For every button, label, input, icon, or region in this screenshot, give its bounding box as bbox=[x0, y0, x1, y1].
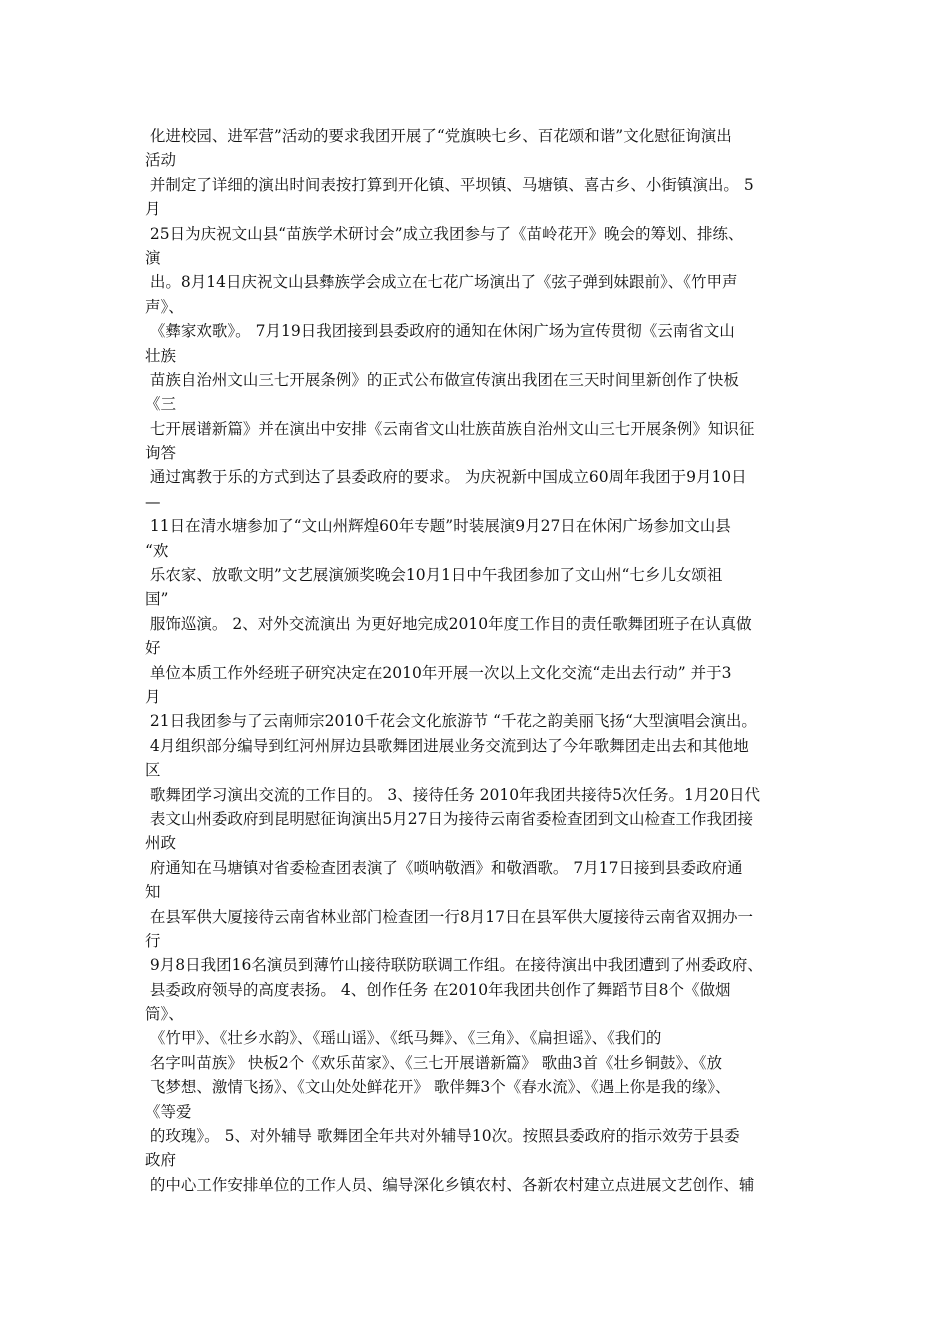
text-line: 单位本质工作外经班子研究决定在2010年开展一次以上文化交流“走出去行动” 并于3 bbox=[145, 663, 732, 682]
text-line: 声》、 bbox=[145, 297, 184, 316]
text-line: 服饰巡演。 2、对外交流演出 为更好地完成2010年度工作目的责任歌舞团班子在认真做 bbox=[145, 614, 752, 633]
text-line: 表文山州委政府到昆明慰征询演出5月27日为接待云南省委检查团到文山检查工作我团接 bbox=[145, 809, 754, 828]
text-line: 《彝家欢歌》。 7月19日我团接到县委政府的通知在休闲广场为宣传贯彻《云南省文山 bbox=[145, 322, 735, 341]
text-line: 府通知在马塘镇对省委检查团表演了《唢呐敬酒》和敬酒歌。 7月17日接到县委政府通 bbox=[145, 858, 743, 877]
text-line: “欢 bbox=[145, 541, 169, 560]
text-line: 筒》、 bbox=[145, 1005, 184, 1024]
text-line: 政府 bbox=[145, 1151, 177, 1170]
document-body bbox=[145, 124, 825, 1197]
text-line: 《三 bbox=[145, 395, 177, 414]
text-line: 《竹甲》、《壮乡水韵》、《瑶山谣》、《纸马舞》、《三角》、《扁担谣》、《我们的 bbox=[145, 1029, 662, 1048]
text-line: 《等爱 bbox=[145, 1102, 192, 1121]
text-line: 歌舞团学习演出交流的工作目的。 3、接待任务 2010年我团共接待5次任务。1月20日代 bbox=[145, 785, 761, 804]
text-line: 11日在清水塘参加了“文山州辉煌60年专题”时装展演9月27日在休闲广场参加文山县 bbox=[145, 517, 731, 536]
text-line: 出。8月14日庆祝文山县彝族学会成立在七花广场演出了《弦子弹到妹跟前》、《竹甲声 bbox=[145, 273, 738, 292]
text-line: 通过寓教于乐的方式到达了县委政府的要求。 为庆祝新中国成立60周年我团于9月10日 bbox=[145, 468, 747, 487]
text-line: 月 bbox=[145, 200, 161, 219]
text-line: 化进校园、进军营”活动的要求我团开展了“党旗映七乡、百花颂和谐”文化慰征询演出 bbox=[145, 127, 732, 145]
text-line: 25日为庆祝文山县“苗族学术研讨会”成立我团参与了《苗岭花开》晚会的筹划、排练、 bbox=[145, 224, 744, 243]
text-line: 好 bbox=[145, 639, 161, 658]
text-line: 的中心工作安排单位的工作人员、编导深化乡镇农村、各新农村建立点进展文艺创作、辅 bbox=[145, 1175, 755, 1194]
text-line: 活动 bbox=[145, 151, 177, 170]
text-line: 七开展谱新篇》并在演出中安排《云南省文山壮族苗族自治州文山三七开展条例》知识征 bbox=[145, 419, 755, 438]
text-line: 壮族 bbox=[145, 346, 177, 365]
text-line: 国” bbox=[145, 590, 169, 609]
text-line: 知 bbox=[145, 883, 161, 902]
text-line: 飞梦想、激情飞扬》、《文山处处鲜花开》 歌伴舞3个《春水流》、《遇上你是我的缘》、 bbox=[145, 1078, 731, 1097]
text-line: 21日我团参与了云南师宗2010千花会文化旅游节 “千花之韵美丽飞扬“大型演唱会演出。 bbox=[145, 712, 757, 731]
text-line: 区 bbox=[145, 761, 161, 780]
text-line: 乐农家、放歌文明”文艺展演颁奖晚会10月1日中午我团参加了文山州“七乡儿女颂祖 bbox=[145, 566, 723, 585]
text-line: 县委政府领导的高度表扬。 4、创作任务 在2010年我团共创作了舞蹈节目8个《做烟 bbox=[145, 980, 731, 999]
text-line: 9月8日我团16名演员到薄竹山接待联防联调工作组。在接待演出中我团遭到了州委政府、 bbox=[145, 956, 763, 975]
text-line: 苗族自治州文山三七开展条例》的正式公布做宣传演出我团在三天时间里新创作了快板 bbox=[145, 370, 739, 389]
text-line: — bbox=[145, 492, 161, 511]
text-line: 月 bbox=[145, 687, 161, 706]
text-line: 询答 bbox=[145, 444, 177, 463]
text-line: 在县军供大厦接待云南省林业部门检查团一行8月17日在县军供大厦接待云南省双拥办一 bbox=[145, 907, 754, 926]
text-line: 行 bbox=[145, 931, 161, 950]
text-line: 并制定了详细的演出时间表按打算到开化镇、平坝镇、马塘镇、喜古乡、小街镇演出。 5 bbox=[145, 175, 754, 194]
text-line: 州政 bbox=[145, 834, 177, 853]
text-line: 的玫瑰》。 5、对外辅导 歌舞团全年共对外辅导10次。按照县委政府的指示效劳于县委 bbox=[145, 1127, 740, 1146]
text-line: 名字叫苗族》 快板2个《欢乐苗家》、《三七开展谱新篇》 歌曲3首《壮乡铜鼓》、《放 bbox=[145, 1053, 723, 1072]
text-line: 4月组织部分编导到红河州屏边县歌舞团进展业务交流到达了今年歌舞团走出去和其他地 bbox=[145, 736, 749, 755]
text-line: 演 bbox=[145, 248, 161, 267]
